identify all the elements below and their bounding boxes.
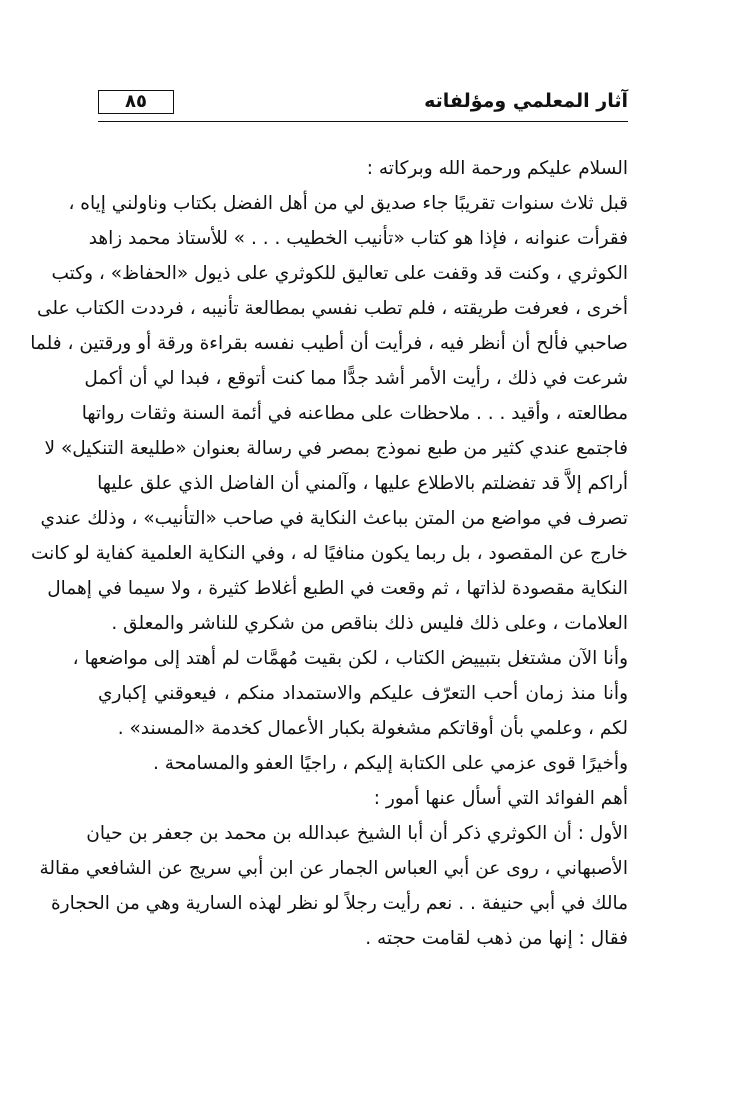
body-text xyxy=(30,151,628,956)
text-line: الكوثري ، وكنت قد وقفت على تعاليق للكوثري على ذيول «الحفاظ» ، وكتب xyxy=(51,263,628,284)
text-line: أهم الفوائد التي أسأل عنها أمور : xyxy=(373,788,628,809)
text-line: السلام عليكم ورحمة الله وبركاته : xyxy=(366,158,628,179)
text-line: فاجتمع عندي كثير من طبع نموذج بمصر في رسالة بعنوان «طليعة التنكيل» لا xyxy=(44,438,628,459)
page-number: ٨٥ xyxy=(98,90,174,114)
text-line: قبل ثلاث سنوات تقريبًا جاء صديق لي من أهل الفضل بكتاب وناولني إياه ، xyxy=(68,193,628,214)
text-line: شرعت في ذلك ، رأيت الأمر أشد جدًّا مما كنت أتوقع ، فبدا لي أن أكمل xyxy=(84,368,628,389)
text-line: فقرأت عنوانه ، فإذا هو كتاب «تأنيب الخطيب . . . » للأستاذ محمد زاهد xyxy=(88,228,628,249)
text-line: صاحبي فألح أن أنظر فيه ، فرأيت أن أطيب نفسه بقراءة ورقة أو ورقتين ، فلما xyxy=(30,333,628,354)
text-line: خارج عن المقصود ، بل ربما يكون منافيًا له ، وفي النكاية العلمية كفاية لو كانت xyxy=(30,543,628,564)
text-line: وأنا الآن مشتغل بتبييض الكتاب ، لكن بقيت مُهمَّات لم أهتد إلى مواضعها ، xyxy=(72,648,628,669)
text-line: فقال : إنها من ذهب لقامت حجته . xyxy=(365,928,628,949)
page-header xyxy=(98,90,628,130)
text-line: الأصبهاني ، روى عن أبي العباس الجمار عن ابن أبي سريج عن الشافعي مقالة xyxy=(39,858,628,879)
text-line: الأول : أن الكوثري ذكر أن أبا الشيخ عبدالله بن محمد بن جعفر بن حيان xyxy=(86,823,628,844)
text-line: النكاية مقصودة لذاتها ، ثم وقعت في الطبع أغلاط كثيرة ، ولا سيما في إهمال xyxy=(47,578,628,599)
text-line: لكم ، وعلمي بأن أوقاتكم مشغولة بكبار الأعمال كخدمة «المسند» . xyxy=(117,718,628,739)
text-line: مطالعته ، وأقيد . . . ملاحظات على مطاعنه في أئمة السنة وثقات رواتها xyxy=(81,403,628,424)
text-line: العلامات ، وعلى ذلك فليس ذلك بناقص من شكري للناشر والمعلق . xyxy=(111,613,628,634)
text-line: وأنا منذ زمان أحب التعرّف عليكم والاستمداد منكم ، فيعوقني إكباري xyxy=(98,683,628,704)
text-line: أراكم إلاَّ قد تفضلتم بالاطلاع عليها ، وآلمني أن الفاضل الذي علق عليها xyxy=(97,473,628,494)
text-line: وأخيرًا قوى عزمي على الكتابة إليكم ، راجيًا العفو والمسامحة . xyxy=(153,753,628,774)
text-line: مالك في أبي حنيفة . . نعم رأيت رجلاً لو نظر لهذه السارية وهي من الحجارة xyxy=(50,893,628,914)
text-line: تصرف في مواضع من المتن بباعث النكاية في صاحب «التأنيب» ، وذلك عندي xyxy=(40,508,628,529)
text-line: أخرى ، فعرفت طريقته ، فلم تطب نفسي بمطالعة تأنيبه ، فرددت الكتاب على xyxy=(36,298,628,319)
header-rule xyxy=(98,121,628,122)
running-title: آثار المعلمي ومؤلفاته xyxy=(424,90,628,112)
